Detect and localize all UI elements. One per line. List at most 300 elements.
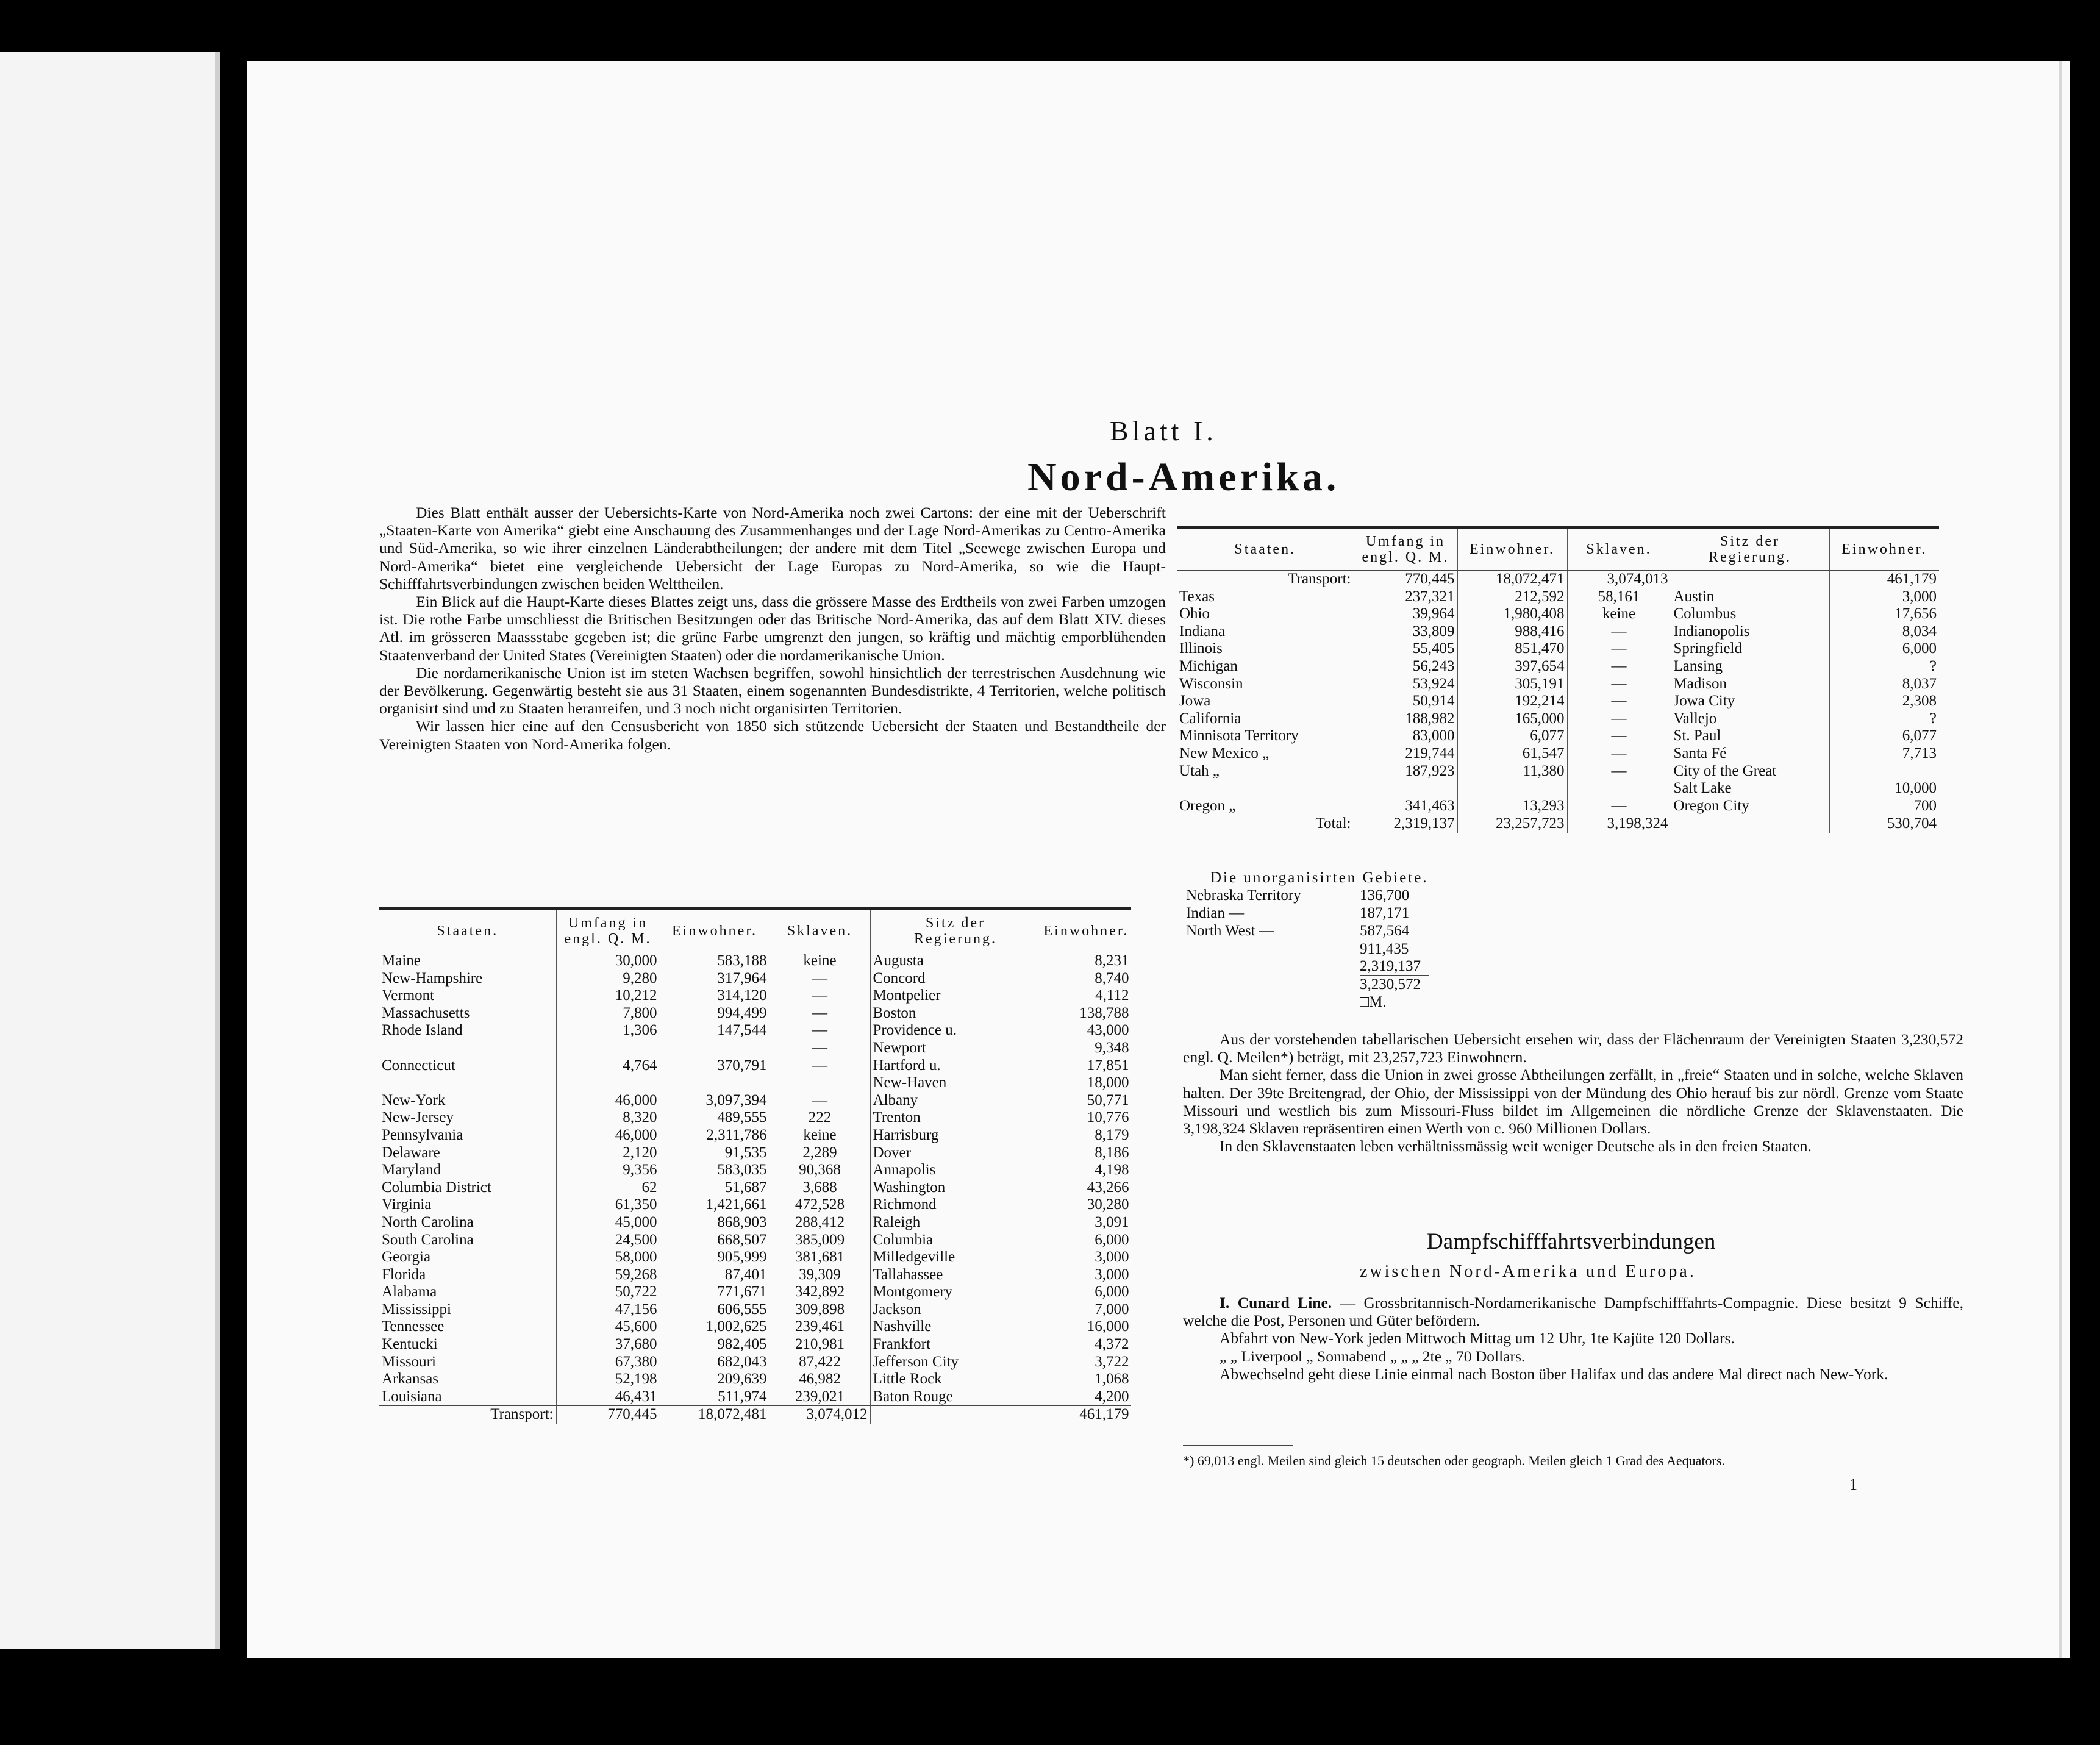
state-name: Alabama bbox=[382, 1283, 437, 1301]
table-row bbox=[379, 1354, 1131, 1371]
table-a-body bbox=[379, 952, 1131, 1406]
state-name bbox=[379, 1074, 556, 1092]
table-row bbox=[1177, 658, 1939, 676]
capital-name: Tallahassee bbox=[870, 1266, 1041, 1284]
population-value: 606,555 bbox=[660, 1301, 770, 1319]
transport-pop: 18,072,471 bbox=[1457, 571, 1567, 588]
slaves-value: 239,461 bbox=[770, 1318, 870, 1336]
state-name: Connecticut bbox=[382, 1057, 455, 1074]
capital-name: Jowa City bbox=[1671, 693, 1829, 710]
area-value: 24,500 bbox=[556, 1232, 660, 1249]
slaves-value bbox=[770, 1074, 870, 1092]
col-header-sklaven: Sklaven. bbox=[770, 909, 870, 952]
population-value: 668,507 bbox=[660, 1232, 770, 1249]
capital-population-value: 17,851 bbox=[1041, 1057, 1131, 1075]
area-value: 39,964 bbox=[1354, 605, 1457, 623]
population-value: 317,964 bbox=[660, 970, 770, 988]
slaves-value: — bbox=[1567, 727, 1671, 745]
state-name: Missouri bbox=[382, 1353, 436, 1370]
state-name: Illinois bbox=[1179, 640, 1223, 657]
state-name: New-Jersey bbox=[382, 1109, 454, 1126]
table-row bbox=[379, 1318, 1131, 1336]
area-value: 58,000 bbox=[556, 1249, 660, 1266]
population-value: 994,499 bbox=[660, 1005, 770, 1022]
state-name: Louisiana bbox=[382, 1388, 442, 1405]
slaves-value: — bbox=[770, 1005, 870, 1022]
footnote-rule bbox=[1183, 1445, 1293, 1446]
table-row bbox=[379, 1057, 1131, 1075]
capital-name: Lansing bbox=[1671, 658, 1829, 676]
state-name: Vermont bbox=[382, 987, 435, 1004]
slaves-value: — bbox=[770, 1022, 870, 1040]
slaves-value: 222 bbox=[770, 1109, 870, 1127]
population-value: 905,999 bbox=[660, 1249, 770, 1266]
capital-name: Little Rock bbox=[870, 1371, 1041, 1388]
capital-population-value: 8,740 bbox=[1041, 970, 1131, 988]
steamship-subheading: zwischen Nord-Amerika und Europa. bbox=[1360, 1262, 1696, 1281]
table-row bbox=[379, 1266, 1131, 1284]
slaves-value bbox=[1567, 780, 1671, 798]
capital-population-value: 6,077 bbox=[1829, 727, 1939, 745]
capital-name: Indianopolis bbox=[1671, 623, 1829, 641]
capital-population-value: 50,771 bbox=[1041, 1092, 1131, 1110]
state-name: Delaware bbox=[382, 1144, 440, 1161]
col-header-umfang: Umfang in engl. Q. M. bbox=[556, 909, 660, 952]
table-row bbox=[1177, 727, 1939, 745]
area-value: 187,923 bbox=[1354, 763, 1457, 780]
table-row bbox=[1177, 798, 1939, 815]
intro-paragraph: Ein Blick auf die Haupt-Karte dieses Blattes zeigt uns, dass die grössere Masse des Erdtheils von zwei Farben umzogen ist. Die rothe Farbe umschliesst die Britischen Besitzungen oder das Britische Nord-Amerika, das auf dem Blatt XIV. dieses Atl. im grösseren Maassstabe gegeben ist; die grüne Farbe umgrenzt den jungen, so kräftig und mächtig emporblühenden Staatenverband der United States (Vereinigten Staaten) oder die nordamerikanische Union. bbox=[379, 593, 1166, 664]
table-row bbox=[379, 1109, 1131, 1127]
capital-name: Boston bbox=[870, 1005, 1041, 1022]
area-value: 8,320 bbox=[556, 1109, 660, 1127]
table-row bbox=[379, 1074, 1131, 1092]
capital-name: Jackson bbox=[870, 1301, 1041, 1319]
capital-population-value: 7,713 bbox=[1829, 745, 1939, 763]
transport-area: 770,445 bbox=[1354, 571, 1457, 588]
capital-name: Salt Lake bbox=[1671, 780, 1829, 798]
capital-name: Raleigh bbox=[870, 1214, 1041, 1232]
capital-name: Montgomery bbox=[870, 1283, 1041, 1301]
area-value: 219,744 bbox=[1354, 745, 1457, 763]
area-value: 56,243 bbox=[1354, 658, 1457, 676]
table-row-transport bbox=[379, 1406, 1131, 1424]
capital-population-value: 9,348 bbox=[1041, 1040, 1131, 1057]
area-value: 52,198 bbox=[556, 1371, 660, 1388]
slaves-value: 2,289 bbox=[770, 1144, 870, 1162]
area-value: 9,356 bbox=[556, 1162, 660, 1179]
slaves-value: 309,898 bbox=[770, 1301, 870, 1319]
slaves-value: 58,161 bbox=[1567, 588, 1671, 606]
table-row bbox=[379, 1040, 1131, 1057]
capital-name: Austin bbox=[1671, 588, 1829, 606]
population-value: 511,974 bbox=[660, 1388, 770, 1406]
state-name: Mississippi bbox=[382, 1301, 451, 1318]
slaves-value: — bbox=[770, 970, 870, 988]
capital-population-value: 8,179 bbox=[1041, 1127, 1131, 1144]
capital-name: Vallejo bbox=[1671, 710, 1829, 728]
state-name: Kentucki bbox=[382, 1336, 438, 1353]
list-item: Nebraska Territory 136,700 bbox=[1186, 887, 1410, 904]
col-header-umfang: Umfang in engl. Q. M. bbox=[1354, 527, 1457, 571]
capital-name: New-Haven bbox=[870, 1074, 1041, 1092]
area-value bbox=[556, 1074, 660, 1092]
capital-name: Santa Fé bbox=[1671, 745, 1829, 763]
alternation-note: Abwechselnd geht diese Linie einmal nach Boston über Halifax und das andere Mal direct nach New-York. bbox=[1220, 1365, 1888, 1383]
area-value: 61,350 bbox=[556, 1196, 660, 1214]
capital-population-value: 3,000 bbox=[1041, 1266, 1131, 1284]
state-name: North Carolina bbox=[382, 1213, 474, 1230]
departure-line: Abfahrt von New-York jeden Mittwoch Mittag um 12 Uhr, 1te Kajüte 120 Dollars. bbox=[1220, 1329, 1735, 1347]
capital-population-value: 6,000 bbox=[1041, 1232, 1131, 1249]
capital-population-value: 8,034 bbox=[1829, 623, 1939, 641]
slaves-value: 239,021 bbox=[770, 1388, 870, 1406]
table-row bbox=[1177, 623, 1939, 641]
state-name: South Carolina bbox=[382, 1231, 474, 1248]
slaves-value: — bbox=[770, 1092, 870, 1110]
list-item: North West — 587,564 bbox=[1186, 922, 1410, 939]
capital-population-value: 10,776 bbox=[1041, 1109, 1131, 1127]
slaves-value: 288,412 bbox=[770, 1214, 870, 1232]
unorganised-territories bbox=[1186, 869, 1429, 1010]
state-name: Arkansas bbox=[382, 1371, 439, 1388]
state-name: Georgia bbox=[382, 1249, 431, 1266]
slaves-value: keine bbox=[1567, 605, 1671, 623]
capital-population-value: 4,372 bbox=[1041, 1336, 1131, 1354]
unorganised-sum: 911,435 bbox=[1360, 941, 1409, 957]
state-name: Utah „ bbox=[1179, 762, 1220, 779]
population-value: 397,654 bbox=[1457, 658, 1567, 676]
population-value: 1,002,625 bbox=[660, 1318, 770, 1336]
col-header-staaten: Staaten. bbox=[379, 909, 556, 952]
capital-population-value: ? bbox=[1829, 658, 1939, 676]
capital-population-value: 3,000 bbox=[1829, 588, 1939, 606]
total-label: Total: bbox=[1177, 815, 1354, 833]
capital-name: Trenton bbox=[870, 1109, 1041, 1127]
area-value: 37,680 bbox=[556, 1336, 660, 1354]
capital-population-value: 43,000 bbox=[1041, 1022, 1131, 1040]
area-value bbox=[556, 1040, 660, 1057]
slaves-value: — bbox=[1567, 640, 1671, 658]
transport-slaves: 3,074,013 bbox=[1567, 571, 1671, 588]
state-name: California bbox=[1179, 710, 1241, 727]
population-value: 13,293 bbox=[1457, 798, 1567, 815]
transport-cap-pop: 461,179 bbox=[1829, 571, 1939, 588]
area-value: 188,982 bbox=[1354, 710, 1457, 728]
departure-line: „ „ Liverpool „ Sonnabend „ „ „ 2te „ 70 Dollars. bbox=[1220, 1347, 1526, 1365]
col-header-einwohner: Einwohner. bbox=[1829, 527, 1939, 571]
population-value: 192,214 bbox=[1457, 693, 1567, 710]
footnote: *) 69,013 engl. Meilen sind gleich 15 deutschen oder geograph. Meilen gleich 1 Grad des Aequators. bbox=[1183, 1453, 1725, 1468]
table-row bbox=[1177, 763, 1939, 780]
transport-cap-pop: 461,179 bbox=[1041, 1406, 1131, 1424]
col-header-einwohner: Einwohner. bbox=[660, 909, 770, 952]
capital-population-value: 138,788 bbox=[1041, 1005, 1131, 1022]
total-pop: 23,257,723 bbox=[1457, 815, 1567, 833]
state-name: Rhode Island bbox=[382, 1022, 463, 1039]
table-row bbox=[379, 1283, 1131, 1301]
state-name: Indiana bbox=[1179, 623, 1225, 640]
area-value: 30,000 bbox=[556, 952, 660, 970]
capital-name: Springfield bbox=[1671, 640, 1829, 658]
table-row bbox=[1177, 710, 1939, 728]
state-name: New-York bbox=[382, 1091, 446, 1108]
area-value: 50,914 bbox=[1354, 693, 1457, 710]
area-value: 59,268 bbox=[556, 1266, 660, 1284]
transport-pop: 18,072,481 bbox=[660, 1406, 770, 1424]
capital-population-value: 10,000 bbox=[1829, 780, 1939, 798]
col-header-sitz: Sitz der Regierung. bbox=[1671, 527, 1829, 571]
capital-population-value: 3,722 bbox=[1041, 1354, 1131, 1371]
table-row bbox=[379, 952, 1131, 970]
area-value: 50,722 bbox=[556, 1283, 660, 1301]
population-value: 6,077 bbox=[1457, 727, 1567, 745]
summary-paragraph: Man sieht ferner, dass die Union in zwei grosse Abtheilungen zerfällt, in „freie“ Staaten und in solche, welche Sklaven halten. Der 39te Breitengrad, der Ohio, der Mississippi von der Mündung des Ohio herauf bis zur nördl. Grenze vom Staate Missouri und westlich bis zum Missouri-Fluss bildet im Allgemeinen die nördliche Grenze der Sklavenstaaten. Die 3,198,324 Sklaven repräsentiren einen Werth von c. 960 Millionen Dollars. bbox=[1183, 1066, 1963, 1138]
slaves-value: — bbox=[770, 1040, 870, 1057]
population-value bbox=[660, 1040, 770, 1057]
area-value: 45,000 bbox=[556, 1214, 660, 1232]
state-name: Texas bbox=[1179, 588, 1215, 605]
summary-text bbox=[1183, 1030, 1963, 1155]
area-value: 53,924 bbox=[1354, 676, 1457, 693]
states-table-b bbox=[1177, 526, 1939, 833]
steamship-heading: Dampfschifffahrtsverbindungen bbox=[1427, 1229, 1716, 1254]
state-name: Tennessee bbox=[382, 1318, 445, 1335]
slaves-value: 87,422 bbox=[770, 1354, 870, 1371]
table-row bbox=[1177, 780, 1939, 798]
capital-population-value: 4,200 bbox=[1041, 1388, 1131, 1406]
table-row bbox=[1177, 676, 1939, 693]
table-row bbox=[1177, 693, 1939, 710]
slaves-value: — bbox=[1567, 745, 1671, 763]
intro-paragraph: Die nordamerikanische Union ist im steten Wachsen begriffen, sowohl hinsichtlich der terrestrischen Ausdehnung wie der Bevölkerung. Gegenwärtig besteht sie aus 31 Staaten, einem sogenannten Bundesdistrikte, 4 Territorien, welche politisch organisirt sind und zu Staaten heranreifen, und 3 noch nicht organisirten Territorien. bbox=[379, 663, 1166, 718]
state-name: Ohio bbox=[1179, 605, 1210, 623]
slaves-value: keine bbox=[770, 952, 870, 970]
table-row bbox=[1177, 605, 1939, 623]
cunard-label: I. Cunard Line. bbox=[1220, 1294, 1332, 1311]
intro-paragraph: Dies Blatt enthält ausser der Uebersichts-Karte von Nord-Amerika noch zwei Cartons: der eine mit der Ueberschrift „Staaten-Karte von Amerika“ giebt eine Anschauung des Zusammenhanges und der Lage Nord-Amerikas zu Centro-Amerika und Süd-Amerika, so wie ihrer einzelnen Länderabtheilungen; der andere mit dem Titel „Seewege zwischen Europa und Nord-Amerika“ bietet eine vergleichende Uebersicht der Lage Europas zu Nord-Amerika, so wie die Haupt-Schifffahrtsverbindungen zwischen beiden Welttheilen. bbox=[379, 504, 1166, 593]
state-name: Oregon „ bbox=[1179, 797, 1236, 814]
population-value: 212,592 bbox=[1457, 588, 1567, 606]
capital-population-value: 8,037 bbox=[1829, 676, 1939, 693]
population-value: 147,544 bbox=[660, 1022, 770, 1040]
state-name: Columbia District bbox=[382, 1179, 491, 1196]
page-number: 1 bbox=[1849, 1476, 1857, 1493]
capital-population-value: ? bbox=[1829, 710, 1939, 728]
capital-name: Baton Rouge bbox=[870, 1388, 1041, 1406]
slaves-value: — bbox=[1567, 710, 1671, 728]
intro-text bbox=[379, 504, 1166, 753]
slaves-value: — bbox=[1567, 693, 1671, 710]
population-value: 868,903 bbox=[660, 1214, 770, 1232]
cunard-line-text bbox=[1183, 1294, 1963, 1383]
summary-paragraph: In den Sklavenstaaten leben verhältnissmässig weit weniger Deutsche als in den freien Staaten. bbox=[1220, 1137, 1812, 1155]
slaves-value: 3,688 bbox=[770, 1179, 870, 1197]
state-name bbox=[379, 1040, 556, 1057]
transport-label: Transport: bbox=[379, 1406, 556, 1424]
capital-name: Frankfort bbox=[870, 1336, 1041, 1354]
list-item: Indian — 187,171 bbox=[1186, 905, 1410, 921]
slaves-value: 210,981 bbox=[770, 1336, 870, 1354]
slaves-value: 381,681 bbox=[770, 1249, 870, 1266]
state-name: Pennsylvania bbox=[382, 1126, 463, 1143]
population-value: 2,311,786 bbox=[660, 1127, 770, 1144]
population-value bbox=[660, 1074, 770, 1092]
capital-population-value: 4,198 bbox=[1041, 1162, 1131, 1179]
table-row bbox=[379, 970, 1131, 988]
slaves-value: — bbox=[770, 987, 870, 1005]
capital-population-value: 16,000 bbox=[1041, 1318, 1131, 1336]
unorganised-total: 3,230,572 □M. bbox=[1186, 975, 1429, 993]
area-value: 46,000 bbox=[556, 1092, 660, 1110]
capital-population-value: 6,000 bbox=[1829, 640, 1939, 658]
page-subtitle: Nord-Amerika. bbox=[1027, 455, 1340, 499]
transport-slaves: 3,074,012 bbox=[770, 1406, 870, 1424]
capital-name: City of the Great bbox=[1671, 763, 1829, 780]
state-name: Maryland bbox=[382, 1162, 441, 1179]
population-value: 1,980,408 bbox=[1457, 605, 1567, 623]
capital-population-value: 17,656 bbox=[1829, 605, 1939, 623]
capital-population-value: 2,308 bbox=[1829, 693, 1939, 710]
page-title: Blatt I. bbox=[1110, 415, 1217, 446]
intro-paragraph: Wir lassen hier eine auf den Censusbericht von 1850 sich stützende Uebersicht der Staaten und Bestandtheile der Vereinigten Staaten von Nord-Amerika folgen. bbox=[379, 717, 1166, 753]
capital-name: Milledgeville bbox=[870, 1249, 1041, 1266]
slaves-value: 39,309 bbox=[770, 1266, 870, 1284]
capital-population-value: 700 bbox=[1829, 798, 1939, 815]
capital-population-value: 1,068 bbox=[1041, 1371, 1131, 1388]
table-row bbox=[379, 1179, 1131, 1197]
population-value: 305,191 bbox=[1457, 676, 1567, 693]
capital-name: Annapolis bbox=[870, 1162, 1041, 1179]
state-name: New Mexico „ bbox=[1179, 744, 1270, 762]
capital-population-value: 8,231 bbox=[1041, 952, 1131, 970]
table-row bbox=[379, 1301, 1131, 1319]
area-value: 237,321 bbox=[1354, 588, 1457, 606]
table-row bbox=[1177, 745, 1939, 763]
area-value bbox=[1354, 780, 1457, 798]
area-value: 4,764 bbox=[556, 1057, 660, 1075]
population-value: 682,043 bbox=[660, 1354, 770, 1371]
capital-population-value: 8,186 bbox=[1041, 1144, 1131, 1162]
capital-population-value: 3,000 bbox=[1041, 1249, 1131, 1266]
capital-population-value: 4,112 bbox=[1041, 987, 1131, 1005]
area-value: 67,380 bbox=[556, 1354, 660, 1371]
slaves-value: — bbox=[1567, 763, 1671, 780]
col-header-staaten: Staaten. bbox=[1177, 527, 1354, 571]
table-row bbox=[379, 1092, 1131, 1110]
population-value: 11,380 bbox=[1457, 763, 1567, 780]
state-name: Michigan bbox=[1179, 657, 1238, 674]
area-value: 7,800 bbox=[556, 1005, 660, 1022]
capital-population-value: 6,000 bbox=[1041, 1283, 1131, 1301]
capital-name: Oregon City bbox=[1671, 798, 1829, 815]
population-value: 61,547 bbox=[1457, 745, 1567, 763]
transport-label: Transport: bbox=[1288, 571, 1351, 587]
transport-area: 770,445 bbox=[556, 1406, 660, 1424]
summary-paragraph: Aus der vorstehenden tabellarischen Uebersicht ersehen wir, dass der Flächenraum der Vereinigten Staaten 3,230,572 engl. Q. Meilen*) beträgt, mit 23,257,723 Einwohnern. bbox=[1183, 1030, 1963, 1066]
capital-population-value bbox=[1829, 763, 1939, 780]
capital-name: Richmond bbox=[870, 1196, 1041, 1214]
unorganised-plus: 2,319,137 bbox=[1360, 958, 1421, 974]
area-value: 83,000 bbox=[1354, 727, 1457, 745]
population-value: 3,097,394 bbox=[660, 1092, 770, 1110]
col-header-sklaven: Sklaven. bbox=[1567, 527, 1671, 571]
table-row bbox=[379, 1144, 1131, 1162]
capital-name: Concord bbox=[870, 970, 1041, 988]
population-value: 982,405 bbox=[660, 1336, 770, 1354]
population-value: 91,535 bbox=[660, 1144, 770, 1162]
capital-name: Montpelier bbox=[870, 987, 1041, 1005]
capital-name: Columbia bbox=[870, 1232, 1041, 1249]
col-header-sitz: Sitz der Regierung. bbox=[870, 909, 1041, 952]
capital-name: Albany bbox=[870, 1092, 1041, 1110]
slaves-value: 90,368 bbox=[770, 1162, 870, 1179]
population-value: 370,791 bbox=[660, 1057, 770, 1075]
population-value: 771,671 bbox=[660, 1283, 770, 1301]
slaves-value: 472,528 bbox=[770, 1196, 870, 1214]
table-row bbox=[379, 1371, 1131, 1388]
capital-population-value: 18,000 bbox=[1041, 1074, 1131, 1092]
capital-name: Nashville bbox=[870, 1318, 1041, 1336]
area-value: 62 bbox=[556, 1179, 660, 1197]
total-cap-pop: 530,704 bbox=[1829, 815, 1939, 833]
capital-population-value: 30,280 bbox=[1041, 1196, 1131, 1214]
capital-population-value: 7,000 bbox=[1041, 1301, 1131, 1319]
population-value: 87,401 bbox=[660, 1266, 770, 1284]
population-value: 51,687 bbox=[660, 1179, 770, 1197]
capital-name: Newport bbox=[870, 1040, 1041, 1057]
state-name: New-Hampshire bbox=[382, 969, 483, 987]
population-value: 1,421,661 bbox=[660, 1196, 770, 1214]
population-value: 583,035 bbox=[660, 1162, 770, 1179]
area-value: 33,809 bbox=[1354, 623, 1457, 641]
table-row bbox=[1177, 588, 1939, 606]
area-value: 2,120 bbox=[556, 1144, 660, 1162]
states-table-a bbox=[379, 907, 1131, 1424]
capital-name: Jefferson City bbox=[870, 1354, 1041, 1371]
area-value: 46,000 bbox=[556, 1127, 660, 1144]
population-value: 583,188 bbox=[660, 952, 770, 970]
table-row bbox=[379, 1022, 1131, 1040]
slaves-value: — bbox=[770, 1057, 870, 1075]
col-header-einwohner: Einwohner. bbox=[1041, 909, 1131, 952]
area-value: 9,280 bbox=[556, 970, 660, 988]
table-row bbox=[379, 1127, 1131, 1144]
area-value: 10,212 bbox=[556, 987, 660, 1005]
population-value: 489,555 bbox=[660, 1109, 770, 1127]
population-value bbox=[1457, 780, 1567, 798]
col-header-einwohner: Einwohner. bbox=[1457, 527, 1567, 571]
area-value: 47,156 bbox=[556, 1301, 660, 1319]
capital-name: Dover bbox=[870, 1144, 1041, 1162]
slaves-value: — bbox=[1567, 798, 1671, 815]
capital-name: Madison bbox=[1671, 676, 1829, 693]
table-row bbox=[379, 1005, 1131, 1022]
table-row bbox=[379, 1388, 1131, 1406]
slaves-value: 385,009 bbox=[770, 1232, 870, 1249]
area-value: 1,306 bbox=[556, 1022, 660, 1040]
table-b-body bbox=[1177, 571, 1939, 815]
area-value: 46,431 bbox=[556, 1388, 660, 1406]
slaves-value: keine bbox=[770, 1127, 870, 1144]
area-value: 341,463 bbox=[1354, 798, 1457, 815]
state-name: Maine bbox=[382, 952, 421, 969]
state-name: Wisconsin bbox=[1179, 675, 1243, 692]
capital-name: Washington bbox=[870, 1179, 1041, 1197]
table-row-transport bbox=[1177, 571, 1939, 588]
table-row bbox=[379, 1232, 1131, 1249]
state-name: Florida bbox=[382, 1266, 426, 1283]
